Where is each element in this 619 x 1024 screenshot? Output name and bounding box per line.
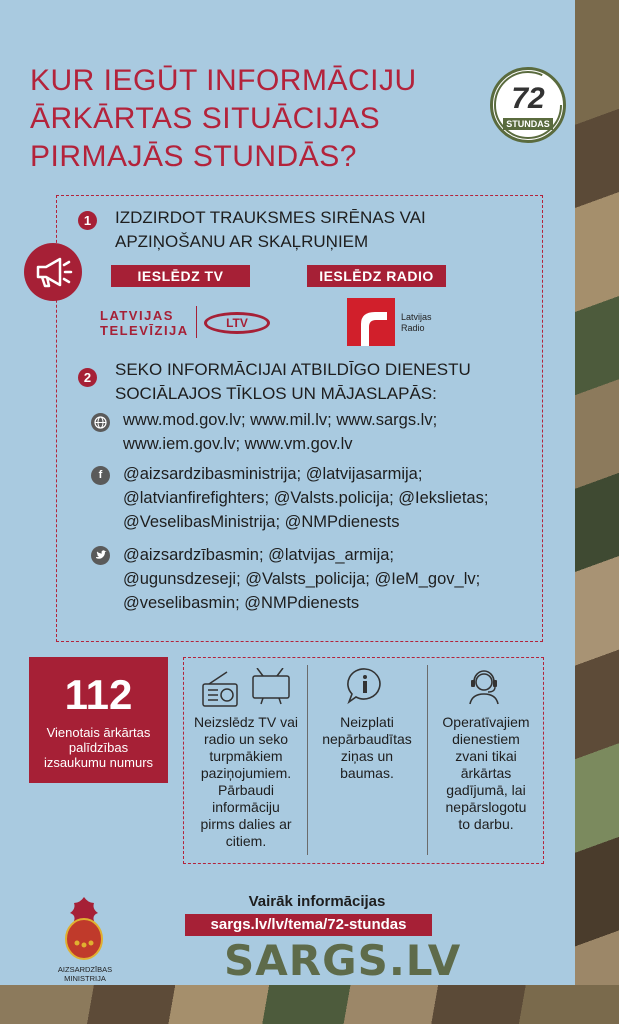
emergency-line-3: izsaukumu numurs: [43, 755, 154, 770]
tip-2-text: [311, 714, 423, 782]
step-1-line-1: IZDZIRDOT TRAUKSMES SIRĒNAS VAI: [115, 208, 426, 227]
facebook-line-1: @aizsardzibasministrija; @latvijasarmija;: [123, 465, 423, 483]
tip-3-line: nepārslogotu: [445, 799, 527, 815]
tip-1-line: paziņojumiem.: [200, 765, 292, 781]
title-line-3: PIRMAJĀS STUNDĀS?: [30, 140, 357, 173]
facebook-line-2: @latvianfirefighters; @Valsts.policija; @Iekslietas;: [123, 489, 489, 507]
tip-1-line: Pārbaudi: [217, 782, 275, 798]
websites-line-1: www.mod.gov.lv; www.mil.lv; www.sargs.lv;: [123, 411, 438, 429]
ltv-line-1: LATVIJAS: [100, 308, 174, 323]
twitter-line-2: @ugunsdzeseji; @Valsts_policija; @IeM_gov_lv;: [123, 570, 481, 588]
emergency-line-1: Vienotais ārkārtas: [46, 725, 151, 740]
twitter-accounts-list: [123, 543, 480, 615]
globe-icon: [91, 413, 110, 432]
websites-line-2: www.iem.gov.lv; www.vm.gov.lv: [123, 435, 353, 453]
tip-2-line: nepārbaudītas: [322, 731, 412, 747]
tip-3-line: zvani tikai: [455, 748, 517, 764]
tip-1-line: radio un seko: [203, 731, 289, 747]
tip-1-line: turpmākiem: [209, 748, 283, 764]
ltv-mark: LTV: [204, 312, 270, 334]
tip-3-line: ārkārtas: [460, 765, 512, 781]
megaphone-icon: [24, 243, 82, 301]
latvijas-radio-logo-mark: [347, 298, 395, 346]
websites-list: [123, 408, 437, 456]
camouflage-stripe-bottom: [0, 985, 619, 1024]
step-1-line-2: APZIŅOŠANU AR SKAĻRUŅIEM: [115, 232, 369, 251]
sargs-logo: SARGS.LV: [224, 936, 462, 985]
emergency-number: 112: [64, 671, 133, 718]
title-line-2: ĀRKĀRTAS SITUĀCIJAS: [30, 102, 381, 135]
ltv-divider: [196, 306, 197, 338]
facebook-accounts-list: [123, 462, 488, 534]
tips-divider-2: [427, 665, 428, 855]
title-line-1: KUR IEGŪT INFORMĀCIJU: [30, 64, 417, 97]
tip-3-line: dienestiem: [452, 731, 520, 747]
72-hours-badge: [490, 67, 566, 143]
turn-on-radio-label: IESLĒDZ RADIO: [307, 265, 446, 287]
tips-divider-1: [307, 665, 308, 855]
tip-1-line: citiem.: [225, 833, 267, 849]
step-1-text: [115, 206, 426, 254]
twitter-icon: [91, 546, 110, 565]
tip-1-line: informāciju: [212, 799, 280, 815]
facebook-line-3: @VeselibasMinistrija; @NMPdienests: [123, 513, 400, 531]
ministry-line-2: MINISTRIJA: [64, 974, 106, 983]
badge-label: STUNDAS: [503, 118, 553, 130]
twitter-line-3: @veselibasmin; @NMPdienests: [123, 594, 360, 612]
page-title: [30, 62, 470, 176]
radio-line-2: Radio: [401, 323, 425, 333]
tip-2-line: Neizplati: [340, 714, 394, 730]
facebook-icon: f: [91, 466, 110, 485]
ministry-name: [50, 965, 120, 983]
tip-3-line: gadījumā, lai: [446, 782, 526, 798]
tip-1-line: pirms dalies ar: [200, 816, 292, 832]
badge-number: 72: [511, 82, 545, 115]
operator-icon: [466, 666, 502, 711]
tip-2-line: ziņas un: [340, 748, 394, 764]
step-2-text: [115, 358, 471, 406]
tip-1-text: [189, 714, 303, 850]
info-icon: [346, 666, 384, 711]
step-1-number: 1: [78, 211, 97, 230]
more-info-heading: Vairāk informācijas: [248, 893, 386, 910]
tip-3-line: Operatīvajiem: [442, 714, 530, 730]
radio-tv-icon: [201, 668, 293, 713]
ministry-crest-icon: [60, 895, 108, 961]
step-2-line-1: SEKO INFORMĀCIJAI ATBILDĪGO DIENESTU: [115, 360, 471, 379]
tip-1-line: Neizslēdz TV vai: [193, 714, 298, 730]
turn-on-tv-label: IESLĒDZ TV: [111, 265, 250, 287]
tip-2-line: baumas.: [340, 765, 394, 781]
tip-3-line: to darbu.: [458, 816, 514, 832]
step-2-line-2: SOCIĀLAJOS TĪKLOS UN MĀJASLAPĀS:: [115, 384, 437, 403]
ltv-logo: [100, 300, 275, 344]
ministry-line-1: AIZSARDZĪBAS: [57, 965, 113, 974]
ltv-line-2: TELEVĪZIJA: [100, 323, 189, 338]
tip-3-text: [431, 714, 541, 833]
emergency-line-2: palīdzības: [68, 740, 129, 755]
camouflage-stripe-right: [575, 0, 619, 1024]
radio-line-1: Latvijas: [401, 312, 432, 322]
step-2-number: 2: [78, 368, 97, 387]
more-info-link[interactable]: sargs.lv/lv/tema/72-stundas: [185, 914, 432, 936]
twitter-line-1: @aizsardzībasmin; @latvijas_armija;: [123, 546, 395, 564]
latvijas-radio-logo-text: [401, 312, 432, 334]
emergency-number-box: [29, 657, 168, 783]
emergency-caption: [29, 725, 168, 770]
